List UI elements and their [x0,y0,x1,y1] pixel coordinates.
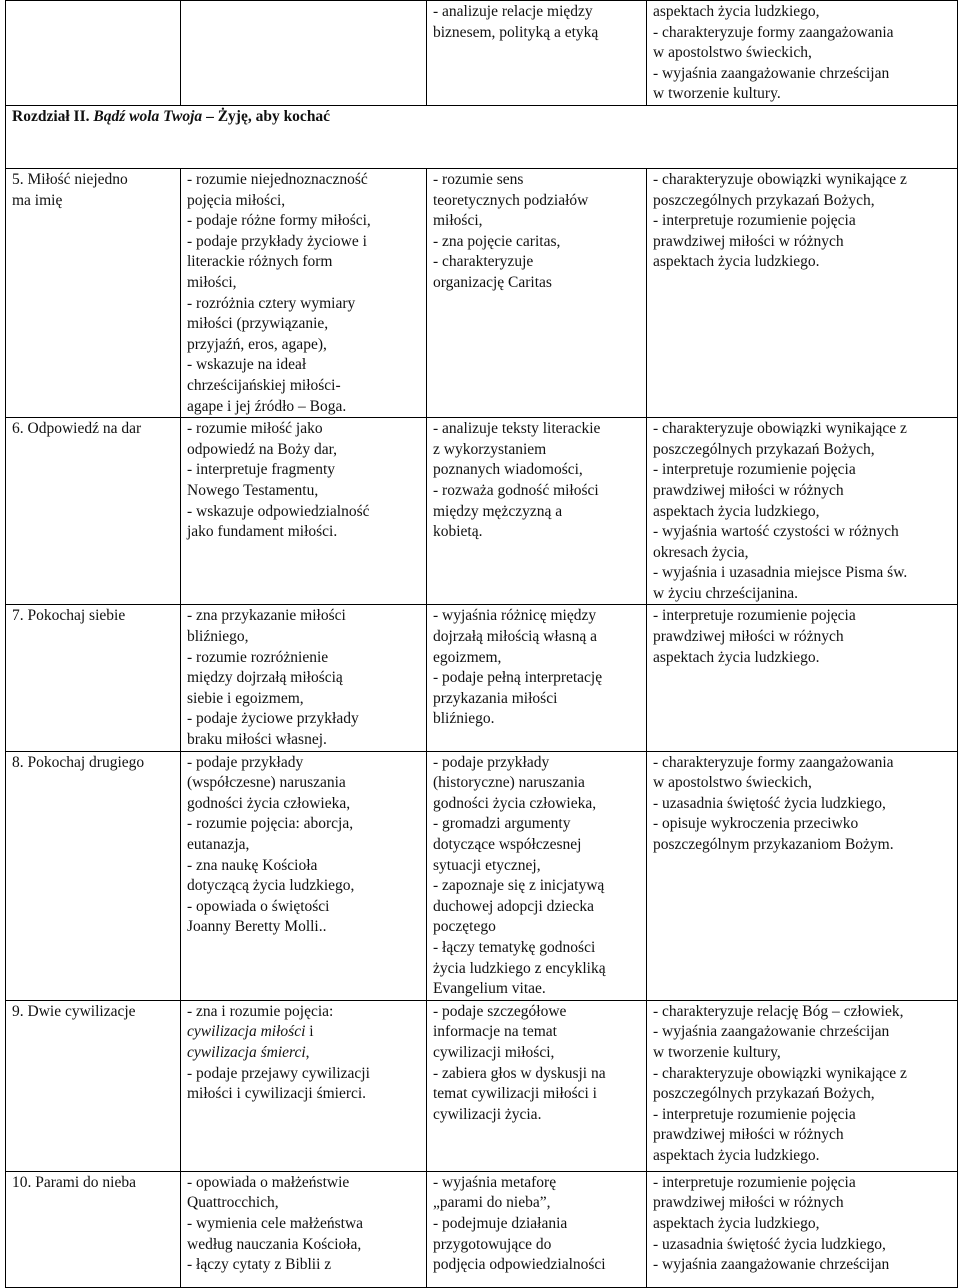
text-line: - rozumie niejednoznaczność [187,171,368,188]
cell-outcomes [647,1171,958,1287]
text-line: - wyjaśnia zaangażowanie chrześcijan [653,1256,890,1274]
cell-extended [427,751,647,1000]
text-line: - wyjaśnia metaforę [433,1173,557,1191]
text-line: miłości (przywiązanie, [187,315,329,333]
cell-extended [427,1000,647,1171]
cell-basic [181,169,427,418]
text-line: przykazania miłości [433,689,558,707]
text-line: prawdziwej miłości w różnych [653,628,844,646]
text-line: siebie i egoizmem, [187,689,304,707]
text-line: - podaje pełną interpretację [433,669,603,687]
text-line: „parami do nieba”, [433,1194,551,1212]
text-line: temat cywilizacji miłości i [433,1085,597,1103]
text-line: aspektach życia ludzkiego. [653,253,820,271]
text-line: dotyczącą życia ludzkiego, [187,877,355,895]
text-line: teoretycznych podziałów [433,191,589,209]
text-line: - podaje przykłady [433,753,550,771]
text-line: w apostolstwo świeckich, [653,44,812,62]
text-line: - analizuje relacje między [433,3,593,20]
cell-outcomes [647,418,958,605]
text-line: - podejmuje działania [433,1214,568,1232]
text-line: sytuacji etycznej, [433,856,541,874]
text-line [187,1043,420,1064]
text-line: aspektach życia ludzkiego, [653,1214,820,1232]
cell-lesson-empty [6,1,181,106]
text-line: - charakteryzuje [433,253,534,271]
text-line: - wskazuje odpowiedzialność [187,502,370,520]
text-line: - interpretuje rozumienie pojęcia [653,607,856,625]
cell-outcomes [647,1000,958,1171]
cell-basic [181,1171,427,1287]
text-line: - wskazuje na ideał [187,356,307,374]
text-line: (historyczne) naruszania [433,774,585,792]
text-line: godności życia człowieka, [187,794,351,812]
text-line: - wyjaśnia wartość czystości w różnych [653,523,899,541]
text-line: - opisuje wykroczenia przeciwko [653,815,859,833]
text-line: - zna przykazanie miłości [187,607,346,625]
chapter-suffix: – Żyję, aby kochać [202,108,331,125]
text-line: - podaje różne formy miłości, [187,212,371,230]
text-line: aspektach życia ludzkiego, [653,3,820,20]
cell-basic [181,1000,427,1171]
text-line: prawdziwej miłości w różnych [653,232,844,250]
text-line: - podaje życiowe przykłady [187,710,359,728]
text-line: życia ludzkiego z encykliką [433,959,606,977]
text-line: Joanny Beretty Molli.. [187,918,327,936]
text-line: - charakteryzuje formy zaangażowania [653,23,894,41]
text-line: Nowego Testamentu, [187,481,319,499]
text-line: miłości i cywilizacji śmierci. [187,1085,367,1103]
text-line: - interpretuje rozumienie pojęcia [653,212,856,230]
text-line: między dojrzałą miłością [187,669,343,687]
text-line: - interpretuje rozumienie pojęcia [653,1105,856,1123]
lesson-title: 7. Pokochaj siebie [12,607,126,625]
cell-outcomes-continuation [647,1,958,106]
text-line: - rozumie miłość jako [187,420,323,438]
text-line: Evangelium vitae. [433,980,546,998]
cell-extended [427,169,647,418]
cell-extended [427,605,647,751]
text-line: poznanych wiadomości, [433,461,583,479]
term-italic: cywilizacja śmierci [187,1043,306,1061]
text-line: w tworzenie kultury. [653,85,781,103]
text-line: aspektach życia ludzkiego. [653,1146,820,1164]
text-line: - interpretuje fragmenty [187,461,336,479]
text-line: - podaje szczegółowe [433,1002,567,1020]
text-line: miłości, [433,212,483,230]
text-line: - wyjaśnia zaangażowanie chrześcijan [653,1023,890,1041]
text-line: aspektach życia ludzkiego. [653,648,820,666]
text-line: poszczególnych przykazań Bożych, [653,1085,875,1103]
text-line: - podaje przykłady [187,753,304,771]
text-line: - podaje przykłady życiowe i [187,232,367,250]
text-line: jako fundament miłości. [187,523,338,541]
cell-lesson [6,751,181,1000]
text-line: poszczególnych przykazań Bożych, [653,440,875,458]
text-line: przyjaźń, eros, agape), [187,335,327,353]
text-line: - interpretuje rozumienie pojęcia [653,461,856,479]
cell-lesson [6,418,181,605]
text-line: - opowiada o świętości [187,897,330,915]
cell-basic-empty [181,1,427,106]
lesson-title: 5. Miłość niejedno [12,171,128,188]
text-line: egoizmem, [433,648,502,666]
text-line: - charakteryzuje relację Bóg – człowiek, [653,1002,904,1020]
text-line: - gromadzi argumenty [433,815,571,833]
text-line: - rozumie sens [433,171,524,188]
text-line: podjęcia odpowiedzialności [433,1256,606,1274]
chapter-title: Bądź wola Twoja [93,108,203,125]
text-line: - interpretuje rozumienie pojęcia [653,1173,856,1191]
text-line: między mężczyzną a [433,502,563,520]
text-line: dojrzałą miłością własną a [433,628,597,646]
text-line: prawdziwej miłości w różnych [653,481,844,499]
table-row-lesson-7 [6,605,958,751]
cell-outcomes [647,751,958,1000]
cell-lesson [6,1000,181,1171]
text-line: odpowiedź na Boży dar, [187,440,338,458]
cell-basic [181,751,427,1000]
text-line: według nauczania Kościoła, [187,1235,362,1253]
text-line: - charakteryzuje obowiązki wynikające z [653,420,907,438]
table-row-lesson-5 [6,169,958,418]
text-line: - rozumie rozróżnienie [187,648,329,666]
text-line: - charakteryzuje obowiązki wynikające z [653,171,907,188]
text-line: informacje na temat [433,1023,557,1041]
text-line: godności życia człowieka, [433,794,597,812]
text-line: literackie różnych form [187,253,333,271]
text-line: - charakteryzuje obowiązki wynikające z [653,1064,907,1082]
text-line: miłości, [187,273,237,291]
text-line: - wymienia cele małżeństwa [187,1214,364,1232]
text-line: - wyjaśnia zaangażowanie chrześcijan [653,64,890,82]
text-line: - rozróżnia cztery wymiary [187,294,356,312]
text-line: - zapoznaje się z inicjatywą [433,877,605,895]
lesson-title: 8. Pokochaj drugiego [12,753,145,771]
cell-lesson [6,605,181,751]
text-line: braku miłości własnej. [187,731,327,749]
cell-basic [181,605,427,751]
text-line: prawdziwej miłości w różnych [653,1194,844,1212]
text-line: - łączy cytaty z Biblii z [187,1256,332,1274]
text-line: - charakteryzuje formy zaangażowania [653,753,894,771]
text-line: cywilizacji miłości, [433,1043,555,1061]
text-line: - zabiera głos w dyskusji na [433,1064,606,1082]
text-line: - zna pojęcie caritas, [433,232,561,250]
text-line [187,1022,420,1043]
text-line: - uzasadnia świętość życia ludzkiego, [653,1235,886,1253]
cell-outcomes [647,169,958,418]
text-fragment: i [305,1023,314,1041]
text-line: poszczególnym przykazaniom Bożym. [653,836,894,853]
text-line: - opowiada o małżeństwie [187,1173,350,1191]
cell-basic [181,418,427,605]
text-line: - wyjaśnia i uzasadnia miejsce Pisma św. [653,564,908,582]
text-line: biznesem, polityką a etyką [433,23,599,41]
text-line: w tworzenie kultury, [653,1043,781,1061]
text-line: duchowej adopcji dziecka [433,897,594,915]
curriculum-table [5,0,958,1288]
text-line: z wykorzystaniem [433,440,547,458]
text-line: - analizuje teksty literackie [433,420,601,438]
text-line: chrześcijańskiej miłości- [187,376,341,394]
text-line: cywilizacji życia. [433,1105,542,1123]
text-line: organizację Caritas [433,273,552,291]
chapter-heading-row [6,106,958,169]
lesson-title: 6. Odpowiedź na dar [12,420,142,438]
text-line: poczętego [433,918,496,936]
text-line: poszczególnych przykazań Bożych, [653,191,875,209]
table-row-lesson-9 [6,1000,958,1171]
text-line: - zna i rozumie pojęcia: [187,1002,334,1020]
text-line: bliźniego. [433,710,495,728]
text-line: Quattrocchich, [187,1194,279,1212]
text-line: - rozumie pojęcia: aborcja, [187,815,354,833]
cell-outcomes [647,605,958,751]
text-line: - podaje przejawy cywilizacji [187,1064,370,1082]
text-line: agape i jej źródło – Boga. [187,397,347,415]
text-line: prawdziwej miłości w różnych [653,1126,844,1144]
lesson-title: 10. Parami do nieba [12,1173,136,1191]
chapter-heading [6,106,958,169]
table-row-lesson-6 [6,418,958,605]
cell-lesson [6,169,181,418]
text-line: aspektach życia ludzkiego, [653,502,820,520]
text-line: - łączy tematykę godności [433,938,596,956]
lesson-title: ma imię [12,191,63,209]
text-line: eutanazja, [187,836,250,853]
term-italic: cywilizacja miłości [187,1023,306,1041]
cell-extended-continuation [427,1,647,106]
text-line: - uzasadnia świętość życia ludzkiego, [653,794,886,812]
text-line: okresach życia, [653,543,749,561]
table-row-lesson-8 [6,751,958,1000]
text-line: (współczesne) naruszania [187,774,346,792]
text-line: w życiu chrześcijanina. [653,584,799,602]
table-row-continuation [6,1,958,106]
text-line: w apostolstwo świeckich, [653,774,812,792]
lesson-title: 9. Dwie cywilizacje [12,1002,136,1020]
text-fragment: , [305,1043,310,1061]
text-line: - zna naukę Kościoła [187,856,318,874]
chapter-prefix: Rozdział II. [12,108,94,125]
text-line: dotyczące współczesnej [433,836,582,853]
text-line: przygotowujące do [433,1235,552,1253]
text-line: pojęcia miłości, [187,191,286,209]
cell-extended [427,1171,647,1287]
text-line: bliźniego, [187,628,249,646]
cell-extended [427,418,647,605]
table-row-lesson-10 [6,1171,958,1287]
cell-lesson [6,1171,181,1287]
text-line: - rozważa godność miłości [433,481,599,499]
text-line: kobietą. [433,523,483,541]
text-line: - wyjaśnia różnicę między [433,607,597,625]
